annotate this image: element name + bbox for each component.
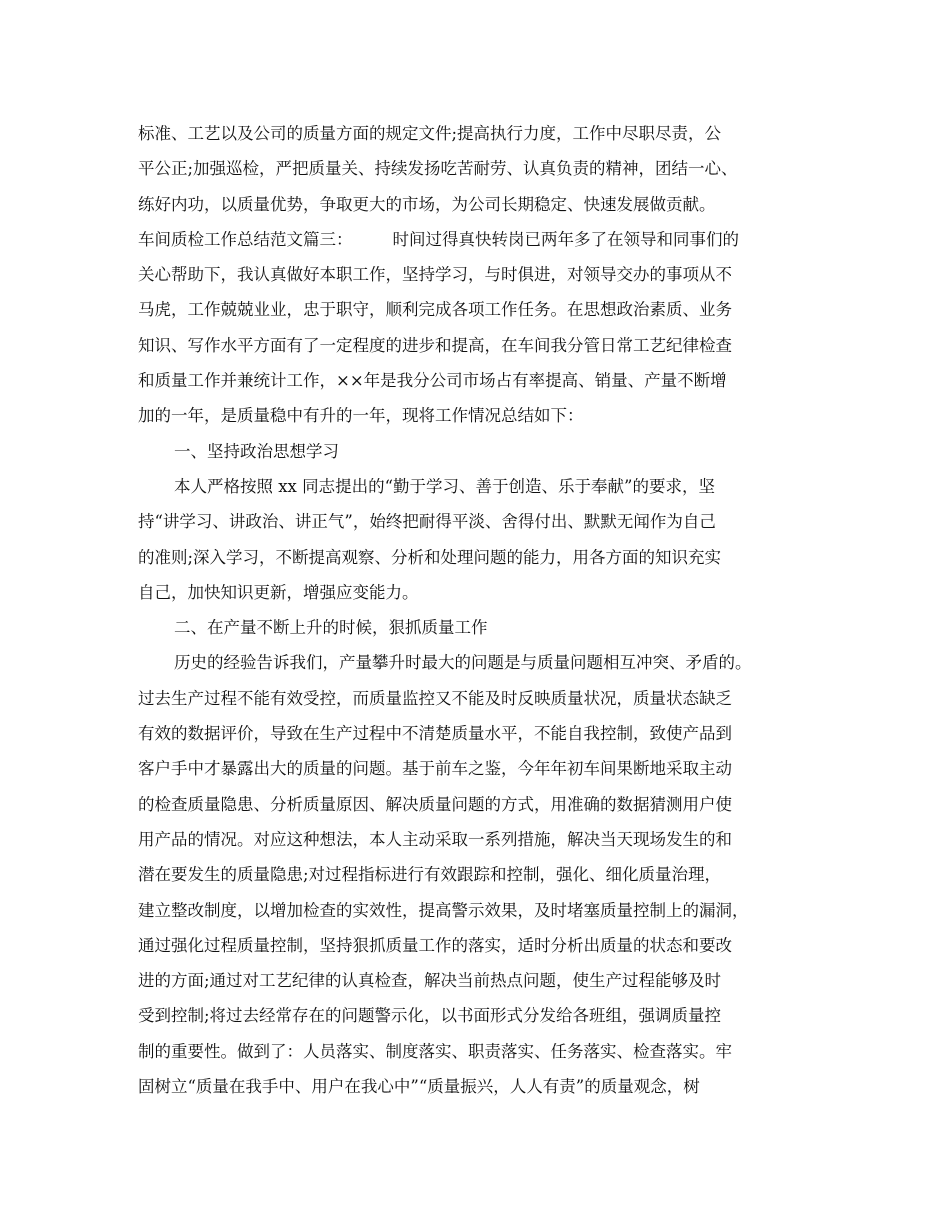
paragraph-line: 过去生产过程不能有效受控，而质量监控又不能及时反映质量状况，质量状态缺乏 [138,688,732,708]
paragraph-line: 固树立“质量在我手中、用户在我心中”“质量振兴，人人有责”的质量观念，树 [138,1077,700,1097]
paragraph-line: 通过强化过程质量控制，坚持狠抓质量工作的落实，适时分析出质量的状态和要改 [138,935,732,955]
section-title-line [138,222,828,257]
paragraph-line: 有效的数据评价，导致在生产过程中不清楚质量水平，不能自我控制，致使产品到 [138,724,732,744]
paragraph-line: 加的一年，是质量稳中有升的一年，现将工作情况总结如下： [138,406,584,426]
paragraph-line: 和质量工作并兼统计工作，××年是我分公司市场占有率提高、销量、产量不断增 [138,371,727,391]
paragraph-line: 历史的经验告诉我们，产量攀升时最大的问题是与质量问题相互冲突、矛盾的。 [174,653,752,673]
paragraph-line: 标准、工艺以及公司的质量方面的规定文件;提高执行力度，工作中尽职尽责，公 [138,124,722,143]
paragraph-line: 知识、写作水平方面有了一定程度的进步和提高，在车间我分管日常工艺纪律检查 [138,335,732,355]
paragraph-line: 潜在要发生的质量隐患;对过程指标进行有效跟踪和控制，强化、细化质量治理， [138,865,722,885]
heading-line: 一、坚持政治思想学习 [174,441,339,461]
paragraph-line: 进的方面;通过对工艺纪律的认真检查，解决当前热点问题，使生产过程能够及时 [138,971,722,991]
paragraph-line: 建立整改制度，以增加检查的实效性，提高警示效果，及时堵塞质量控制上的漏洞， [138,900,749,920]
paragraph-line: 受到控制;将过去经常存在的问题警示化，以书面形式分发给各班组，强调质量控 [138,1006,722,1026]
paragraph-line: 马虎，工作兢兢业业，忠于职守，顺利完成各项工作任务。在思想政治素质、业务 [138,300,732,320]
paragraph-line: 平公正;加强巡检，严把质量关、持续发扬吃苦耐劳、认真负责的精神，团结一心、 [138,159,738,179]
document-body [138,116,828,1104]
paragraph-line: 用产品的情况。对应这种想法，本人主动采取一系列措施，解决当天现场发生的和 [138,829,732,849]
section-lead-text: 时间过得真快转岗已两年多了在领导和同事们的 [392,229,739,249]
section-title: 车间质检工作总结范文篇三： [138,229,353,249]
paragraph-line: 本人严格按照 xx 同志提出的“勤于学习、善于创造、乐于奉献”的要求，坚 [174,476,715,496]
paragraph-line: 客户手中才暴露出大的质量的问题。基于前车之鉴，今年年初车间果断地采取主动 [138,759,732,779]
paragraph-line: 制的重要性。做到了：人员落实、制度落实、职责落实、任务落实、检查落实。牢 [138,1041,732,1061]
paragraph-line: 练好内功，以质量优势，争取更大的市场，为公司长期稳定、快速发展做贡献。 [138,194,716,214]
heading-line: 二、在产量不断上升的时候，狠抓质量工作 [174,618,488,638]
paragraph-line: 的准则;深入学习，不断提高观察、分析和处理问题的能力，用各方面的知识充实 [138,547,722,567]
paragraph-line: 持“讲学习、讲政治、讲正气”，始终把耐得平淡、舍得付出、默默无闻作为自己 [138,512,716,532]
paragraph-line: 自己，加快知识更新，增强应变能力。 [138,582,419,602]
paragraph-line: 的检查质量隐患、分析质量原因、解决质量问题的方式，用准确的数据猜测用户使 [138,794,732,814]
paragraph-line: 关心帮助下，我认真做好本职工作，坚持学习，与时俱进，对领导交办的事项从不 [138,265,732,285]
